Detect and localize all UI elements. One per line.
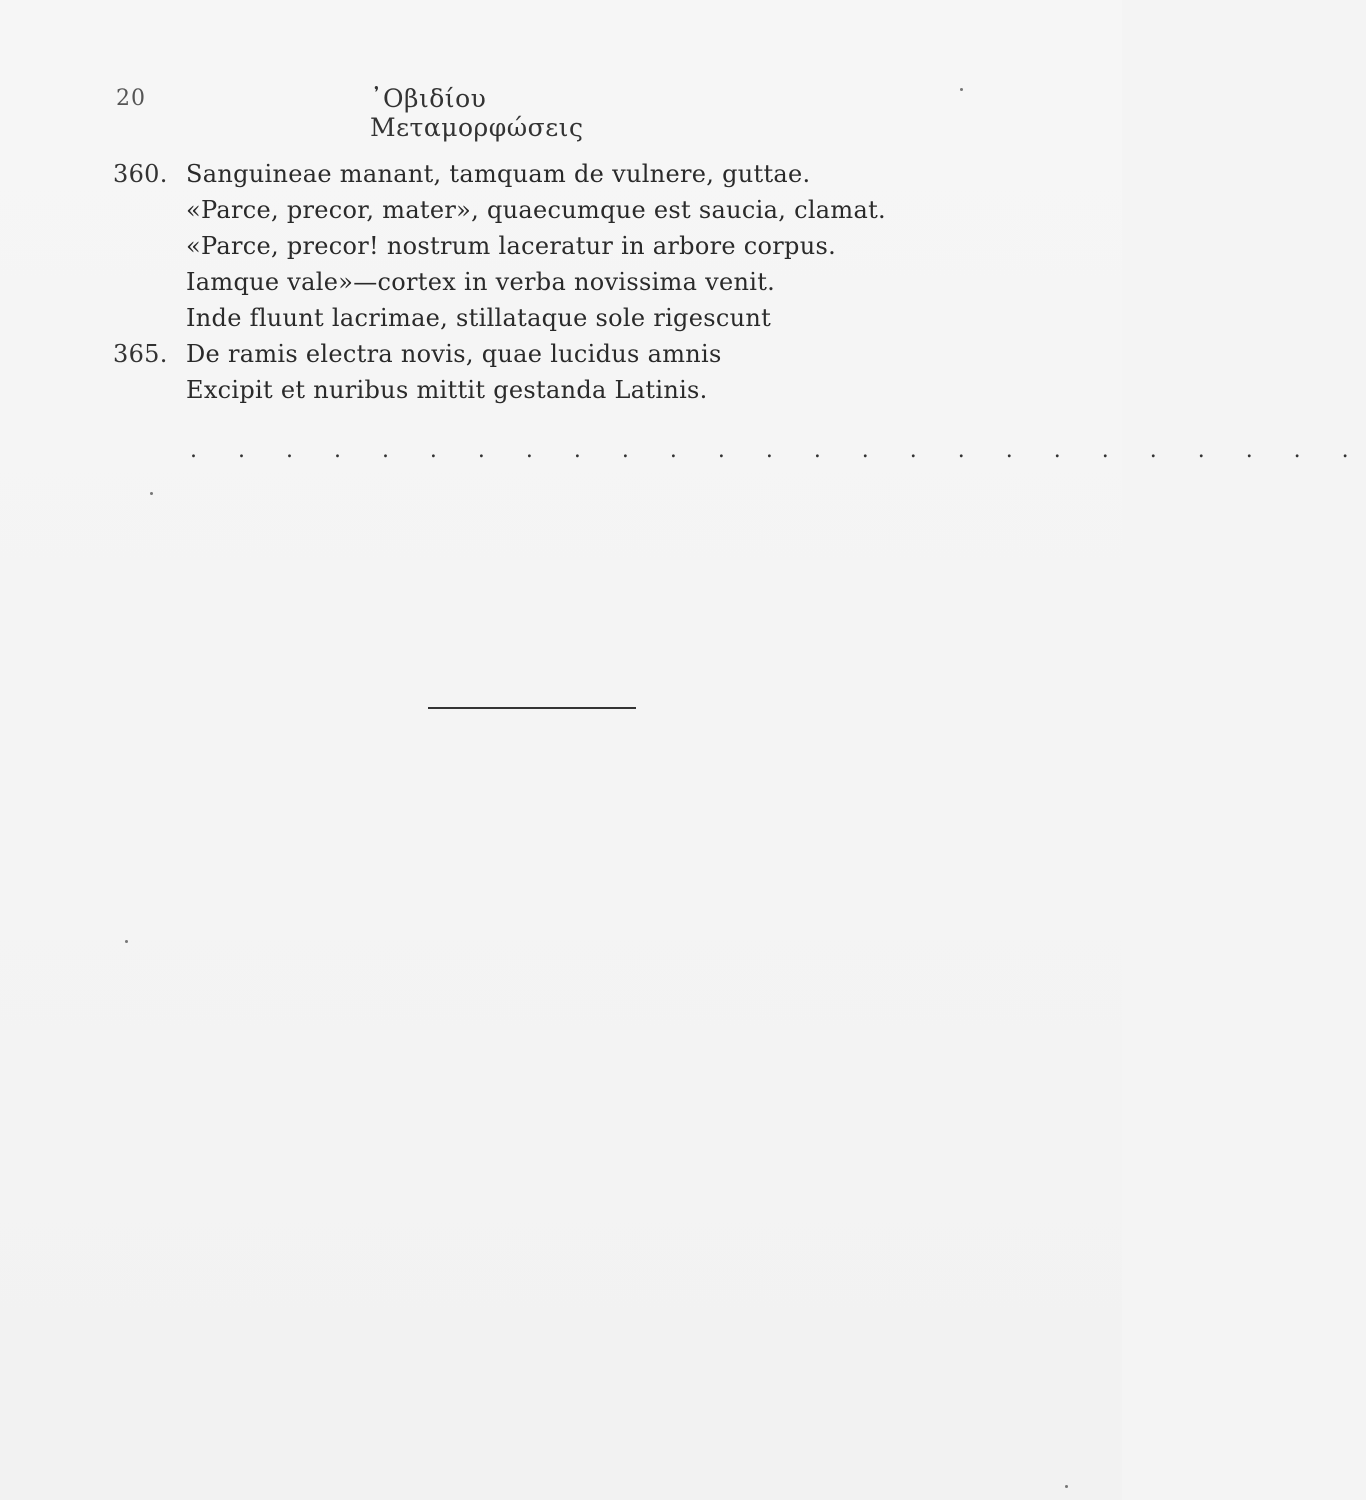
verse-text: «Parce, precor, mater», quaecumque est saucia, clamat. [186,196,886,224]
verse-line [113,336,933,372]
end-rule-divider [428,707,636,709]
line-number: 360. [113,160,168,188]
paper-speck [960,88,963,91]
verse-line [113,156,933,192]
line-number: 365. [113,340,168,368]
verse-text: «Parce, precor! nostrum laceratur in arbore corpus. [186,232,836,260]
omission-marks: . . . . . . . . . . . . . . . . . . . . . . . . . [190,438,1366,463]
running-title: ᾿Οβιδίου Μεταμορφώσεις [370,84,584,142]
verse-text: Inde fluunt lacrimae, stillataque sole rigescunt [186,304,772,332]
page-number: 20 [116,86,146,111]
verse-line [113,192,933,228]
page-header [0,84,1122,142]
paper-speck [125,940,128,943]
verse-text: Iamque vale»—cortex in verba novissima venit. [186,268,776,296]
verse-line [113,228,933,264]
verse-text: Excipit et nuribus mittit gestanda Latinis. [186,376,708,404]
verse-line [113,300,933,336]
verse-text: Sanguineae manant, tamquam de vulnere, guttae. [186,160,811,188]
paper-speck [150,492,153,495]
verse-block [113,156,933,408]
verse-line [113,264,933,300]
verse-line [113,372,933,408]
verse-text: De ramis electra novis, quae lucidus amnis [186,340,722,368]
paper-speck [1065,1485,1068,1488]
